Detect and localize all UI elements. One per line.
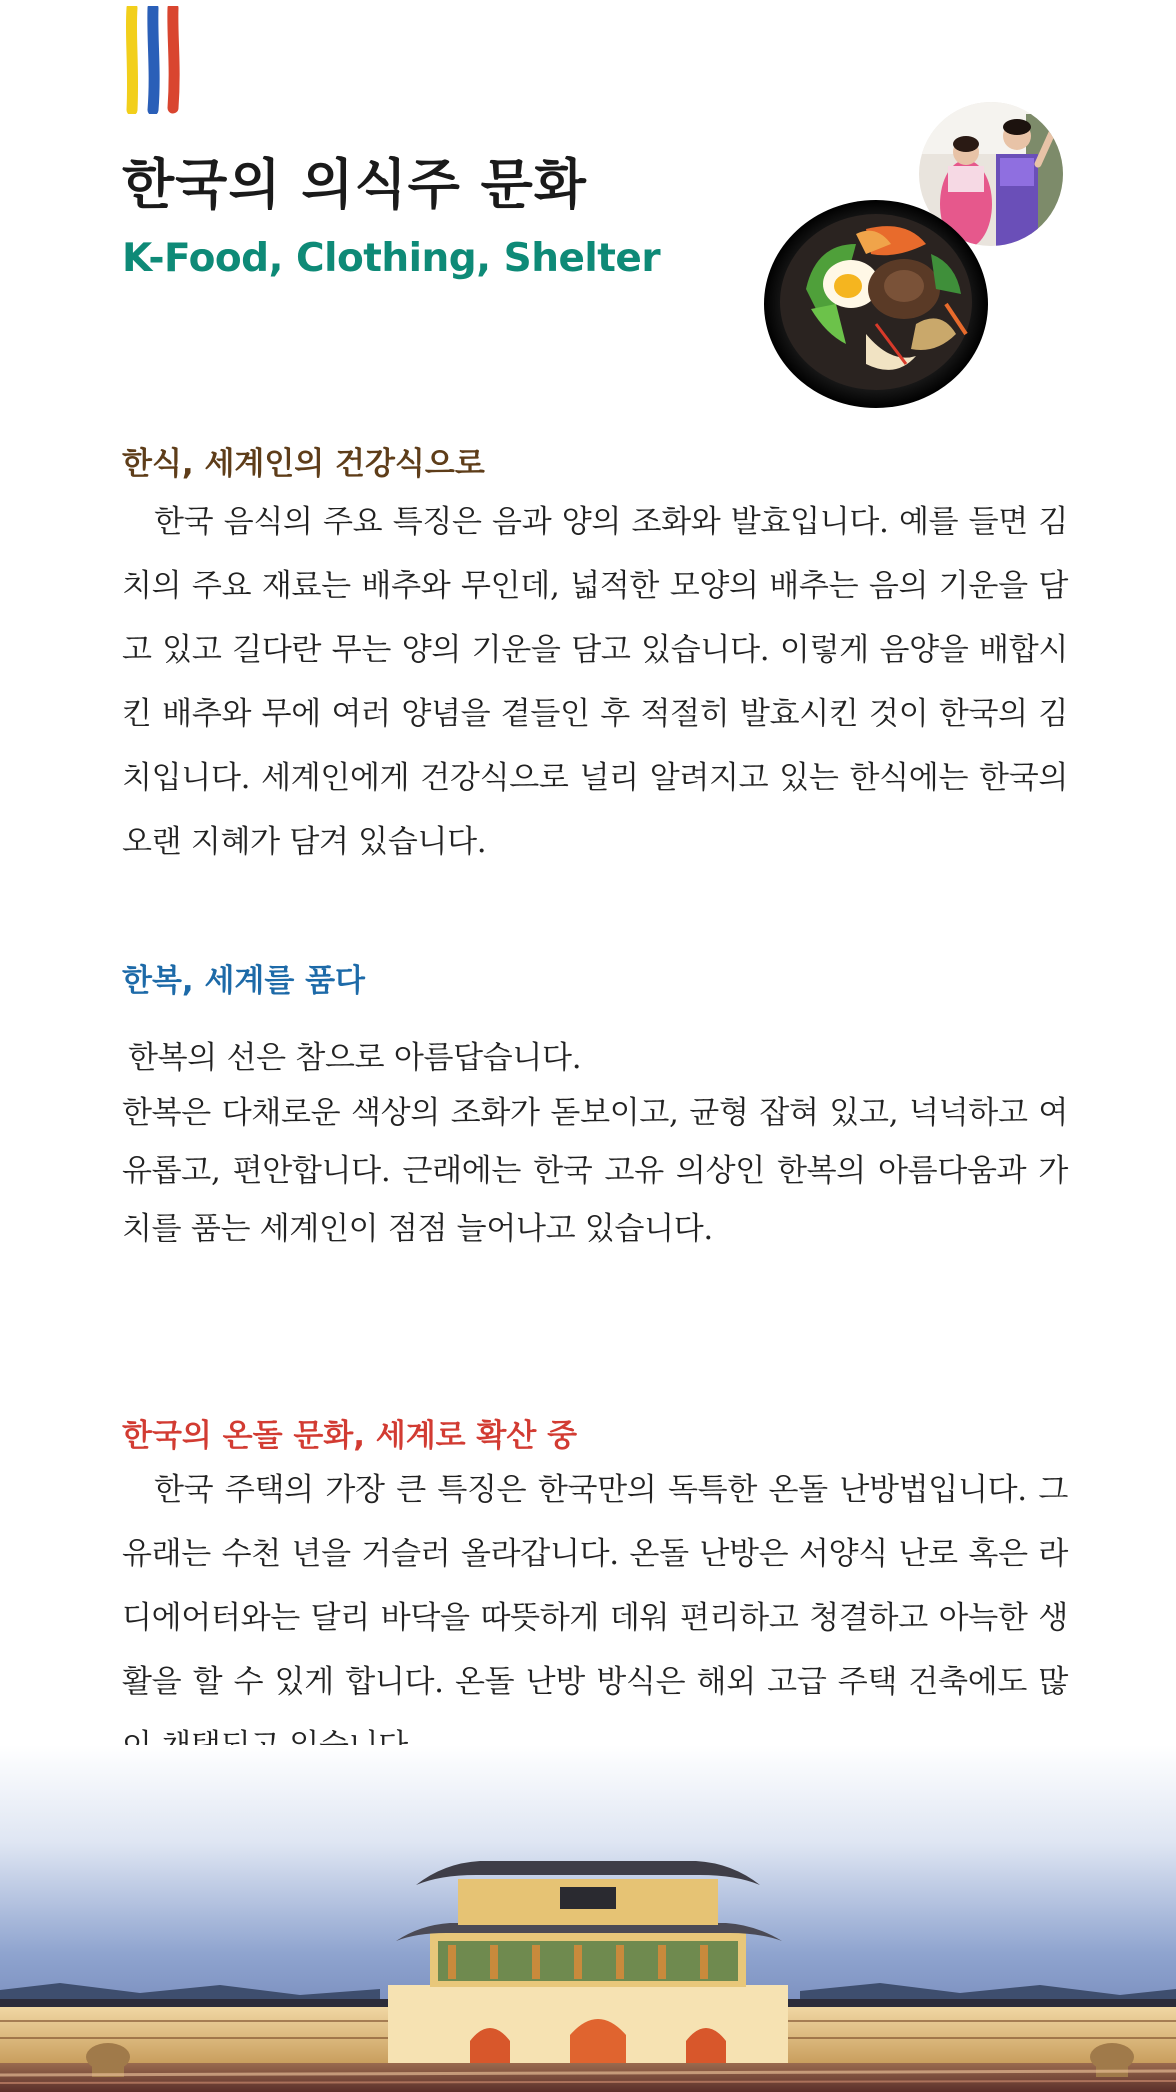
page-subtitle: K-Food, Clothing, Shelter [122,236,661,281]
palace-gate-photo [0,1745,1176,2092]
page-title: 한국의 의식주 문화 [122,153,587,216]
section-heading-food: 한식, 세계인의 건강식으로 [122,446,485,482]
section-body-ondol: 한국 주택의 가장 큰 특징은 한국만의 독특한 온돌 난방법입니다. 그 유래는 수천 년을 거슬러 올라갑니다. 온돌 난방은 서양식 난로 혹은 라디에어터와는 달리 바닥을 따뜻하게 데워 편리하고 청결하고 아늑한 생활을 할 수 있게 합니다. 온돌 난방 방식은 해외 고급 주택 건축에도 많 [122,1472,1068,1700]
brush-stripes-logo [126,6,182,114]
hanbok-body-text: 한복은 다채로운 색상의 조화가 돋보이고, 균형 잡혀 있고, 넉넉하고 여유롭고, 편안합니다. 근래에는 한국 고유 의상인 한복의 아름다움과 가치를 품는 세계인이 점점 늘어나고 있습니다. [122,1095,1068,1247]
section-body-hanbok [122,1032,1068,1258]
hero-images [756,94,1086,412]
section-heading-hanbok: 한복, 세계를 품다 [122,963,365,999]
section-body-food: 한국 음식의 주요 특징은 음과 양의 조화와 발효입니다. 예를 들면 김치의 주요 재료는 배추와 무인데, 넓적한 모양의 배추는 음의 기운을 담고 있고 길다란 무는 양의 기운을 담고 있습니다. 이렇게 음양을 배합시킨 배추와 무에 여러 양념을 곁들인 후 적절히 발효시킨 것이 한국의 김치입니다. 세계인에게 건강식으로 널리 알려지고 있는 한식에는 한국의 오랜 지혜가 담겨 있습니다. [122,504,1068,860]
section-heading-ondol: 한국의 온돌 문화, 세계로 확산 중 [122,1418,578,1454]
bibimbap-bowl-photo [764,200,988,408]
hanbok-intro-line: 한복의 선은 참으로 아름답습니다. [128,1040,582,1076]
